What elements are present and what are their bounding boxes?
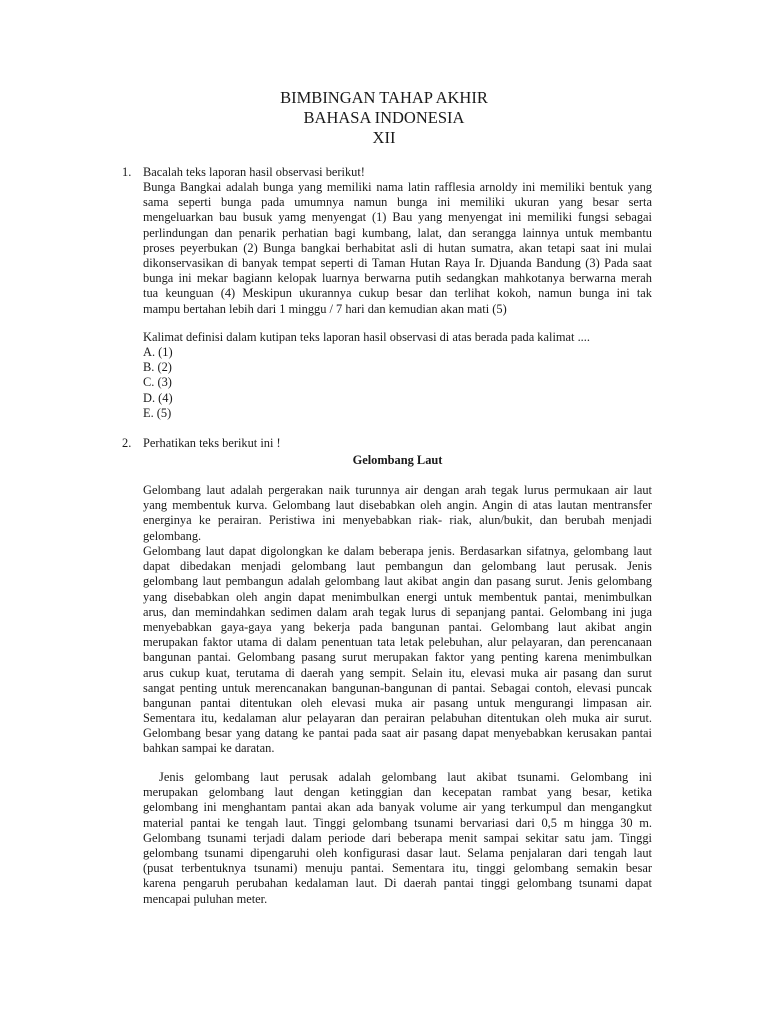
option-d: D. (4) [143,390,173,405]
paragraph-line: Jenis gelombang laut perusak adalah gelombang laut akibat tsunami. Gelombang ini [159,770,652,784]
paragraph-line: sangat penting untuk merencanakan bangunan-bangunan di pantai. Sebagai contoh, elevasi puncak [143,680,652,695]
question-2-number: 2. [122,436,132,450]
paragraph-line: karena pengaruh perubahan kedalaman laut. Di daerah pantai tinggi gelombang tsunami dapat [143,876,652,891]
passage-line: bunga ini mekar bagiann kelopak luarnya berwarna putih sedangkan mahkotanya berwarna merah [143,271,652,286]
paragraph-line: bangunan pantai ditentukan oleh elevasi muka air pasang untuk mengurangi limpasan air. [143,695,652,710]
paragraph-line: Sementara itu, kedalaman alur pelayaran dan perairan pelabuhan ditentukan oleh muka air surut. [143,711,652,726]
paragraph-line: arus cukup kuat, terutama di daerah yang sempit. Selain itu, elevasi muka air pasang dan surut [143,665,652,680]
paragraph-line: gelombang. [143,528,202,543]
title-line-2: BAHASA INDONESIA [303,108,465,127]
option-c: C. (3) [143,375,172,390]
paragraph-line: (pusat terbentuknya tsunami) menuju pantai. Sementara itu, tinggi gelombang semakin besar [143,861,652,876]
passage-line: perlindungan dan penarik perhatian bagi kumbang, lalat, dan serangga lainnya untuk membantu [143,225,652,240]
passage-title: Gelombang Laut [352,453,443,467]
paragraph-line: Gelombang tsunami terjadi dalam periode dari beberapa menit sampai sekitar satu jam. Tinggi [143,830,652,845]
option-e: E. (5) [143,405,172,420]
question-1-instruction: Bacalah teks laporan hasil observasi berikut! [143,165,365,179]
paragraph-line: mencapai puluhan meter. [143,891,268,906]
title-line-3: XII [372,128,396,147]
paragraph-line: energinya ke perairan. Peristiwa ini menyebabkan riak- riak, alun/bukit, dan berubah menjadi [143,513,652,528]
paragraph-line: material pantai ke tengah laut. Tinggi gelombang tsunami bervariasi dari 0,5 m hingga 30 m. [143,815,652,830]
paragraph-line: bangunan pantai. Gelombang pasang surut merupakan faktor yang penting karena menimbulkan [143,650,652,665]
paragraph-line: yang disebabkan oleh angin dapat menimbulkan energi untuk membentuk pantai, menimbulkan [143,589,652,604]
paragraph-line: gelombang laut pembangun adalah gelombang laut akibat angin dan pasang surut. Jenis gelombang [143,574,652,589]
paragraph-1 [143,483,652,544]
paragraph-line: merupakan gelombang laut dengan ketinggian dan kecepatan rambat yang besar, ketika [143,785,652,800]
paragraph-line: gelombang tsunami dipengaruhi oleh konfigurasi dasar laut. Selama penjalaran dari tengah laut [143,845,652,860]
paragraph-line: menyebabkan gaya-gaya yang bekerja pada bangunan pantai. Gelombang laut akibat angin [143,619,652,634]
paragraph-3 [143,770,652,907]
paragraph-2 [143,544,652,757]
paragraph-line: yang membentuk kurva. Gelombang laut disebabkan oleh angin. Angin di atas lautan mentransfer [143,498,652,513]
paragraph-line: arus, dan memindahkan sedimen dalam arah tegak lurus di sepanjang pantai. Gelombang ini juga [143,604,652,619]
question-1-prompt: Kalimat definisi dalam kutipan teks laporan hasil observasi di atas berada pada kalimat .... [143,330,590,344]
paragraph-line: gelombang ini menghantam pantai akan ada banyak volume air yang terkumpul dan mengangkut [143,800,652,815]
question-1-number: 1. [122,165,132,179]
document-title [0,88,768,148]
paragraph-line: Gelombang besar yang datang ke pantai pada saat air pasang dapat menyebabkan kerusakan pantai [143,726,652,741]
question-1-options [143,345,263,421]
option-a: A. (1) [143,345,173,359]
question-1-passage [143,180,652,317]
passage-line: sama seperti bunga pada umumnya namun bunga ini memiliki ukuran yang besar serta [143,195,652,210]
passage-line: mengeluarkan bau busuk yamg menyengat (1) Bau yang menyengat ini memiliki fungsi sebagai [143,210,652,225]
passage-line: dikonservasikan di banyak tempat seperti di Taman Hutan Raya Ir. Djuanda Bandung (3) Pada saat [143,255,652,270]
passage-line: Bunga Bangkai adalah bunga yang memiliki nama latin rafflesia arnoldy ini memiliki bentuk yang [143,180,652,194]
passage-line: tua keunguan (4) Meskipun ukurannya cukup besar dan terlihat kokoh, namun bunga ini tak [143,286,652,301]
question-2-instruction: Perhatikan teks berikut ini ! [143,436,281,450]
title-line-1: BIMBINGAN TAHAP AKHIR [280,88,488,107]
paragraph-line: Gelombang laut dapat digolongkan ke dalam beberapa jenis. Berdasarkan sifatnya, gelombang laut [143,544,652,558]
option-b: B. (2) [143,360,172,375]
paragraph-line: bahkan sampai ke daratan. [143,741,275,756]
paragraph-line: Gelombang laut adalah pergerakan naik turunnya air dengan arah tegak lurus permukaan air laut [143,483,652,497]
paragraph-line: merupakan faktor utama di dalam penentuan tata letak pelebuhan, alur pelayaran, dan perencanaan [143,635,652,650]
passage-line: mampu bertahan lebih dari 1 minggu / 7 hari dan kemudian akan mati (5) [143,301,507,316]
paragraph-line: dapat dibedakan menjadi gelombang laut pembangun dan gelombang laut perusak. Jenis [143,559,652,574]
passage-line: proses peyerbukan (2) Bunga bangkai berhabitat asli di hutan sumatra, akan tetapi saat ini mulai [143,240,652,255]
